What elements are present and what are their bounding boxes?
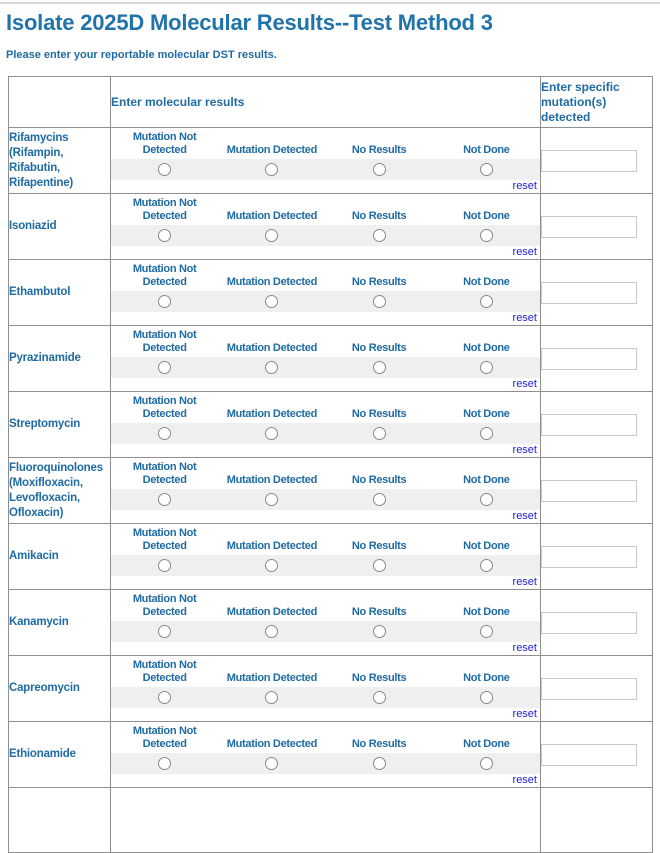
radio-wrap bbox=[218, 427, 325, 440]
radio-wrap bbox=[433, 691, 540, 704]
reset-row bbox=[111, 774, 540, 787]
table-header-row bbox=[9, 77, 653, 128]
option-label-mutation-not-detected: Mutation Not Detected bbox=[132, 461, 197, 486]
radio-no-results[interactable] bbox=[373, 559, 386, 572]
option-label-mutation-not-detected: Mutation Not Detected bbox=[132, 131, 197, 156]
radio-strip bbox=[111, 423, 540, 444]
radio-not-done[interactable] bbox=[480, 229, 493, 242]
option-label-mutation-not-detected: Mutation Not Detected bbox=[132, 395, 197, 420]
radio-mutation-detected[interactable] bbox=[265, 427, 278, 440]
radio-mutation-detected[interactable] bbox=[265, 559, 278, 572]
option-label-mutation-not-detected: Mutation Not Detected bbox=[132, 527, 197, 552]
option-label-mutation-not-detected: Mutation Not Detected bbox=[132, 593, 197, 618]
radio-wrap bbox=[218, 691, 325, 704]
drug-label: Amikacin bbox=[9, 524, 111, 590]
radio-mutation-detected[interactable] bbox=[265, 361, 278, 374]
radio-wrap bbox=[111, 163, 218, 176]
radio-mutation-not-detected[interactable] bbox=[158, 493, 171, 506]
radio-mutation-not-detected[interactable] bbox=[158, 427, 171, 440]
radio-wrap bbox=[433, 163, 540, 176]
radio-mutation-detected[interactable] bbox=[265, 295, 278, 308]
drug-row-kanamycin bbox=[9, 590, 653, 656]
empty-header-cell bbox=[9, 77, 111, 128]
drug-row-rifamycins bbox=[9, 128, 653, 194]
radio-mutation-not-detected[interactable] bbox=[158, 691, 171, 704]
radio-mutation-detected[interactable] bbox=[265, 163, 278, 176]
option-labels bbox=[111, 128, 540, 159]
drug-label: Rifamycins (Rifampin, Rifabutin, Rifapentine) bbox=[9, 128, 111, 194]
radio-not-done[interactable] bbox=[480, 625, 493, 638]
radio-wrap bbox=[326, 757, 433, 770]
option-labels bbox=[111, 194, 540, 225]
option-label-mutation-detected: Mutation Detected bbox=[226, 606, 317, 618]
option-labels bbox=[111, 458, 540, 489]
radio-no-results[interactable] bbox=[373, 757, 386, 770]
specific-mutation-input[interactable] bbox=[541, 282, 637, 304]
specific-mutation-input[interactable] bbox=[541, 348, 637, 370]
radio-wrap bbox=[326, 691, 433, 704]
reset-row bbox=[111, 378, 540, 391]
radio-mutation-not-detected[interactable] bbox=[158, 757, 171, 770]
option-label-no-results: No Results bbox=[351, 210, 407, 222]
specific-mutation-input[interactable] bbox=[541, 414, 637, 436]
results-cell bbox=[111, 458, 541, 524]
option-label-not-done: Not Done bbox=[463, 474, 510, 486]
radio-wrap bbox=[218, 559, 325, 572]
reset-link[interactable]: reset bbox=[512, 642, 537, 654]
option-label-mutation-not-detected: Mutation Not Detected bbox=[132, 659, 197, 684]
option-label-mutation-detected: Mutation Detected bbox=[226, 672, 317, 684]
radio-wrap bbox=[218, 757, 325, 770]
radio-not-done[interactable] bbox=[480, 559, 493, 572]
option-label-no-results: No Results bbox=[351, 606, 407, 618]
radio-not-done[interactable] bbox=[480, 757, 493, 770]
option-label-mutation-detected: Mutation Detected bbox=[226, 144, 317, 156]
radio-wrap bbox=[326, 559, 433, 572]
radio-strip bbox=[111, 687, 540, 708]
drug-label: Kanamycin bbox=[9, 590, 111, 656]
option-label-mutation-not-detected: Mutation Not Detected bbox=[132, 329, 197, 354]
instructions-text: Please enter your reportable molecular DST results. bbox=[6, 49, 277, 61]
radio-strip bbox=[111, 621, 540, 642]
radio-no-results[interactable] bbox=[373, 691, 386, 704]
radio-strip bbox=[111, 159, 540, 180]
radio-wrap bbox=[111, 229, 218, 242]
radio-not-done[interactable] bbox=[480, 163, 493, 176]
radio-not-done[interactable] bbox=[480, 295, 493, 308]
radio-wrap bbox=[218, 361, 325, 374]
radio-wrap bbox=[111, 493, 218, 506]
specific-mutation-input[interactable] bbox=[541, 480, 637, 502]
results-cell bbox=[111, 260, 541, 326]
drug-row-ethionamide bbox=[9, 722, 653, 788]
radio-no-results[interactable] bbox=[373, 427, 386, 440]
option-label-mutation-detected: Mutation Detected bbox=[226, 342, 317, 354]
option-label-mutation-not-detected: Mutation Not Detected bbox=[132, 263, 197, 288]
specific-mutation-input[interactable] bbox=[541, 612, 637, 634]
results-cell bbox=[111, 524, 541, 590]
results-cell bbox=[111, 392, 541, 458]
radio-strip bbox=[111, 753, 540, 774]
radio-wrap bbox=[326, 361, 433, 374]
mutation-input-cell bbox=[541, 656, 653, 722]
radio-mutation-detected[interactable] bbox=[265, 493, 278, 506]
enter-specific-mutation-header: Enter specific mutation(s) detected bbox=[541, 77, 653, 128]
reset-row bbox=[111, 444, 540, 457]
radio-strip bbox=[111, 489, 540, 510]
drug-row-pyrazinamide bbox=[9, 326, 653, 392]
option-label-mutation-detected: Mutation Detected bbox=[226, 276, 317, 288]
reset-link[interactable]: reset bbox=[512, 444, 537, 456]
reset-link[interactable]: reset bbox=[512, 510, 537, 522]
radio-wrap bbox=[111, 757, 218, 770]
radio-wrap bbox=[433, 427, 540, 440]
radio-wrap bbox=[218, 295, 325, 308]
reset-link[interactable]: reset bbox=[512, 774, 537, 786]
option-label-no-results: No Results bbox=[351, 342, 407, 354]
radio-mutation-detected[interactable] bbox=[265, 757, 278, 770]
mutation-input-cell bbox=[541, 194, 653, 260]
option-label-no-results: No Results bbox=[351, 276, 407, 288]
radio-wrap bbox=[218, 493, 325, 506]
radio-wrap bbox=[111, 691, 218, 704]
mutation-input-cell bbox=[541, 128, 653, 194]
drug-label: Fluoroquinolones (Moxifloxacin, Levofloxacin, Ofloxacin) bbox=[9, 458, 111, 524]
option-label-mutation-detected: Mutation Detected bbox=[226, 540, 317, 552]
mutation-input-cell bbox=[541, 458, 653, 524]
drug-label: Streptomycin bbox=[9, 392, 111, 458]
option-labels bbox=[111, 326, 540, 357]
radio-wrap bbox=[218, 625, 325, 638]
results-cell bbox=[111, 194, 541, 260]
radio-no-results[interactable] bbox=[373, 625, 386, 638]
radio-wrap bbox=[433, 559, 540, 572]
radio-no-results[interactable] bbox=[373, 295, 386, 308]
radio-wrap bbox=[433, 625, 540, 638]
drug-row-fluoroquinolones bbox=[9, 458, 653, 524]
radio-wrap bbox=[433, 361, 540, 374]
option-label-no-results: No Results bbox=[351, 738, 407, 750]
reset-row bbox=[111, 708, 540, 721]
radio-not-done[interactable] bbox=[480, 427, 493, 440]
radio-wrap bbox=[111, 427, 218, 440]
specific-mutation-input[interactable] bbox=[541, 216, 637, 238]
option-labels bbox=[111, 524, 540, 555]
radio-mutation-not-detected[interactable] bbox=[158, 295, 171, 308]
radio-not-done[interactable] bbox=[480, 493, 493, 506]
radio-mutation-detected[interactable] bbox=[265, 229, 278, 242]
option-label-mutation-not-detected: Mutation Not Detected bbox=[132, 725, 197, 750]
option-labels bbox=[111, 260, 540, 291]
option-label-mutation-detected: Mutation Detected bbox=[226, 474, 317, 486]
reset-link[interactable]: reset bbox=[512, 246, 537, 258]
reset-row bbox=[111, 642, 540, 655]
results-cell bbox=[111, 722, 541, 788]
results-cell bbox=[111, 326, 541, 392]
specific-mutation-input[interactable] bbox=[541, 678, 637, 700]
radio-mutation-not-detected[interactable] bbox=[158, 361, 171, 374]
radio-wrap bbox=[326, 229, 433, 242]
option-label-not-done: Not Done bbox=[463, 342, 510, 354]
top-divider bbox=[0, 2, 660, 4]
reset-row bbox=[111, 576, 540, 589]
radio-wrap bbox=[326, 493, 433, 506]
molecular-results-table bbox=[8, 76, 653, 853]
radio-wrap bbox=[433, 295, 540, 308]
radio-no-results[interactable] bbox=[373, 361, 386, 374]
radio-mutation-not-detected[interactable] bbox=[158, 163, 171, 176]
radio-wrap bbox=[433, 229, 540, 242]
radio-no-results[interactable] bbox=[373, 493, 386, 506]
option-label-no-results: No Results bbox=[351, 144, 407, 156]
radio-wrap bbox=[111, 361, 218, 374]
option-label-no-results: No Results bbox=[351, 672, 407, 684]
drug-row-ethambutol bbox=[9, 260, 653, 326]
radio-wrap bbox=[218, 163, 325, 176]
drug-row-streptomycin bbox=[9, 392, 653, 458]
option-label-not-done: Not Done bbox=[463, 738, 510, 750]
reset-row bbox=[111, 510, 540, 523]
option-label-not-done: Not Done bbox=[463, 144, 510, 156]
option-label-not-done: Not Done bbox=[463, 210, 510, 222]
specific-mutation-input[interactable] bbox=[541, 546, 637, 568]
option-label-no-results: No Results bbox=[351, 474, 407, 486]
drug-row-capreomycin bbox=[9, 656, 653, 722]
radio-wrap bbox=[433, 493, 540, 506]
results-cell bbox=[111, 590, 541, 656]
option-label-not-done: Not Done bbox=[463, 606, 510, 618]
option-labels bbox=[111, 590, 540, 621]
radio-strip bbox=[111, 555, 540, 576]
option-label-mutation-detected: Mutation Detected bbox=[226, 738, 317, 750]
option-labels bbox=[111, 392, 540, 423]
drug-label: Isoniazid bbox=[9, 194, 111, 260]
page-title: Isolate 2025D Molecular Results--Test Method 3 bbox=[6, 10, 493, 35]
mutation-input-cell bbox=[541, 524, 653, 590]
radio-no-results[interactable] bbox=[373, 229, 386, 242]
clipped-next-row bbox=[9, 788, 653, 853]
mutation-input-cell bbox=[541, 722, 653, 788]
radio-mutation-not-detected[interactable] bbox=[158, 625, 171, 638]
radio-wrap bbox=[111, 559, 218, 572]
radio-wrap bbox=[326, 295, 433, 308]
mutation-input-cell bbox=[541, 590, 653, 656]
option-label-not-done: Not Done bbox=[463, 672, 510, 684]
enter-molecular-results-header: Enter molecular results bbox=[111, 77, 541, 128]
specific-mutation-input[interactable] bbox=[541, 744, 637, 766]
radio-wrap bbox=[326, 163, 433, 176]
mutation-input-cell bbox=[541, 326, 653, 392]
radio-wrap bbox=[326, 427, 433, 440]
reset-link[interactable]: reset bbox=[512, 708, 537, 720]
reset-link[interactable]: reset bbox=[512, 312, 537, 324]
reset-row bbox=[111, 246, 540, 259]
radio-wrap bbox=[433, 757, 540, 770]
option-label-not-done: Not Done bbox=[463, 540, 510, 552]
radio-not-done[interactable] bbox=[480, 691, 493, 704]
drug-label: Capreomycin bbox=[9, 656, 111, 722]
radio-not-done[interactable] bbox=[480, 361, 493, 374]
reset-link[interactable]: reset bbox=[512, 180, 537, 192]
drug-label: Ethionamide bbox=[9, 722, 111, 788]
radio-mutation-detected[interactable] bbox=[265, 691, 278, 704]
drug-label: Pyrazinamide bbox=[9, 326, 111, 392]
option-label-mutation-detected: Mutation Detected bbox=[226, 408, 317, 420]
reset-row bbox=[111, 180, 540, 193]
drug-label: Ethambutol bbox=[9, 260, 111, 326]
option-label-not-done: Not Done bbox=[463, 276, 510, 288]
mutation-input-cell bbox=[541, 392, 653, 458]
option-label-no-results: No Results bbox=[351, 408, 407, 420]
radio-strip bbox=[111, 225, 540, 246]
radio-mutation-not-detected[interactable] bbox=[158, 229, 171, 242]
reset-link[interactable]: reset bbox=[512, 378, 537, 390]
option-label-no-results: No Results bbox=[351, 540, 407, 552]
radio-strip bbox=[111, 357, 540, 378]
option-label-mutation-not-detected: Mutation Not Detected bbox=[132, 197, 197, 222]
radio-wrap bbox=[111, 295, 218, 308]
radio-no-results[interactable] bbox=[373, 163, 386, 176]
radio-strip bbox=[111, 291, 540, 312]
drug-row-isoniazid bbox=[9, 194, 653, 260]
mutation-input-cell bbox=[541, 260, 653, 326]
radio-wrap bbox=[326, 625, 433, 638]
option-labels bbox=[111, 722, 540, 753]
radio-wrap bbox=[111, 625, 218, 638]
radio-mutation-not-detected[interactable] bbox=[158, 559, 171, 572]
reset-row bbox=[111, 312, 540, 325]
reset-link[interactable]: reset bbox=[512, 576, 537, 588]
results-cell bbox=[111, 656, 541, 722]
specific-mutation-input[interactable] bbox=[541, 150, 637, 172]
option-labels bbox=[111, 656, 540, 687]
results-cell bbox=[111, 128, 541, 194]
radio-wrap bbox=[218, 229, 325, 242]
option-label-mutation-detected: Mutation Detected bbox=[226, 210, 317, 222]
radio-mutation-detected[interactable] bbox=[265, 625, 278, 638]
option-label-not-done: Not Done bbox=[463, 408, 510, 420]
drug-row-amikacin bbox=[9, 524, 653, 590]
